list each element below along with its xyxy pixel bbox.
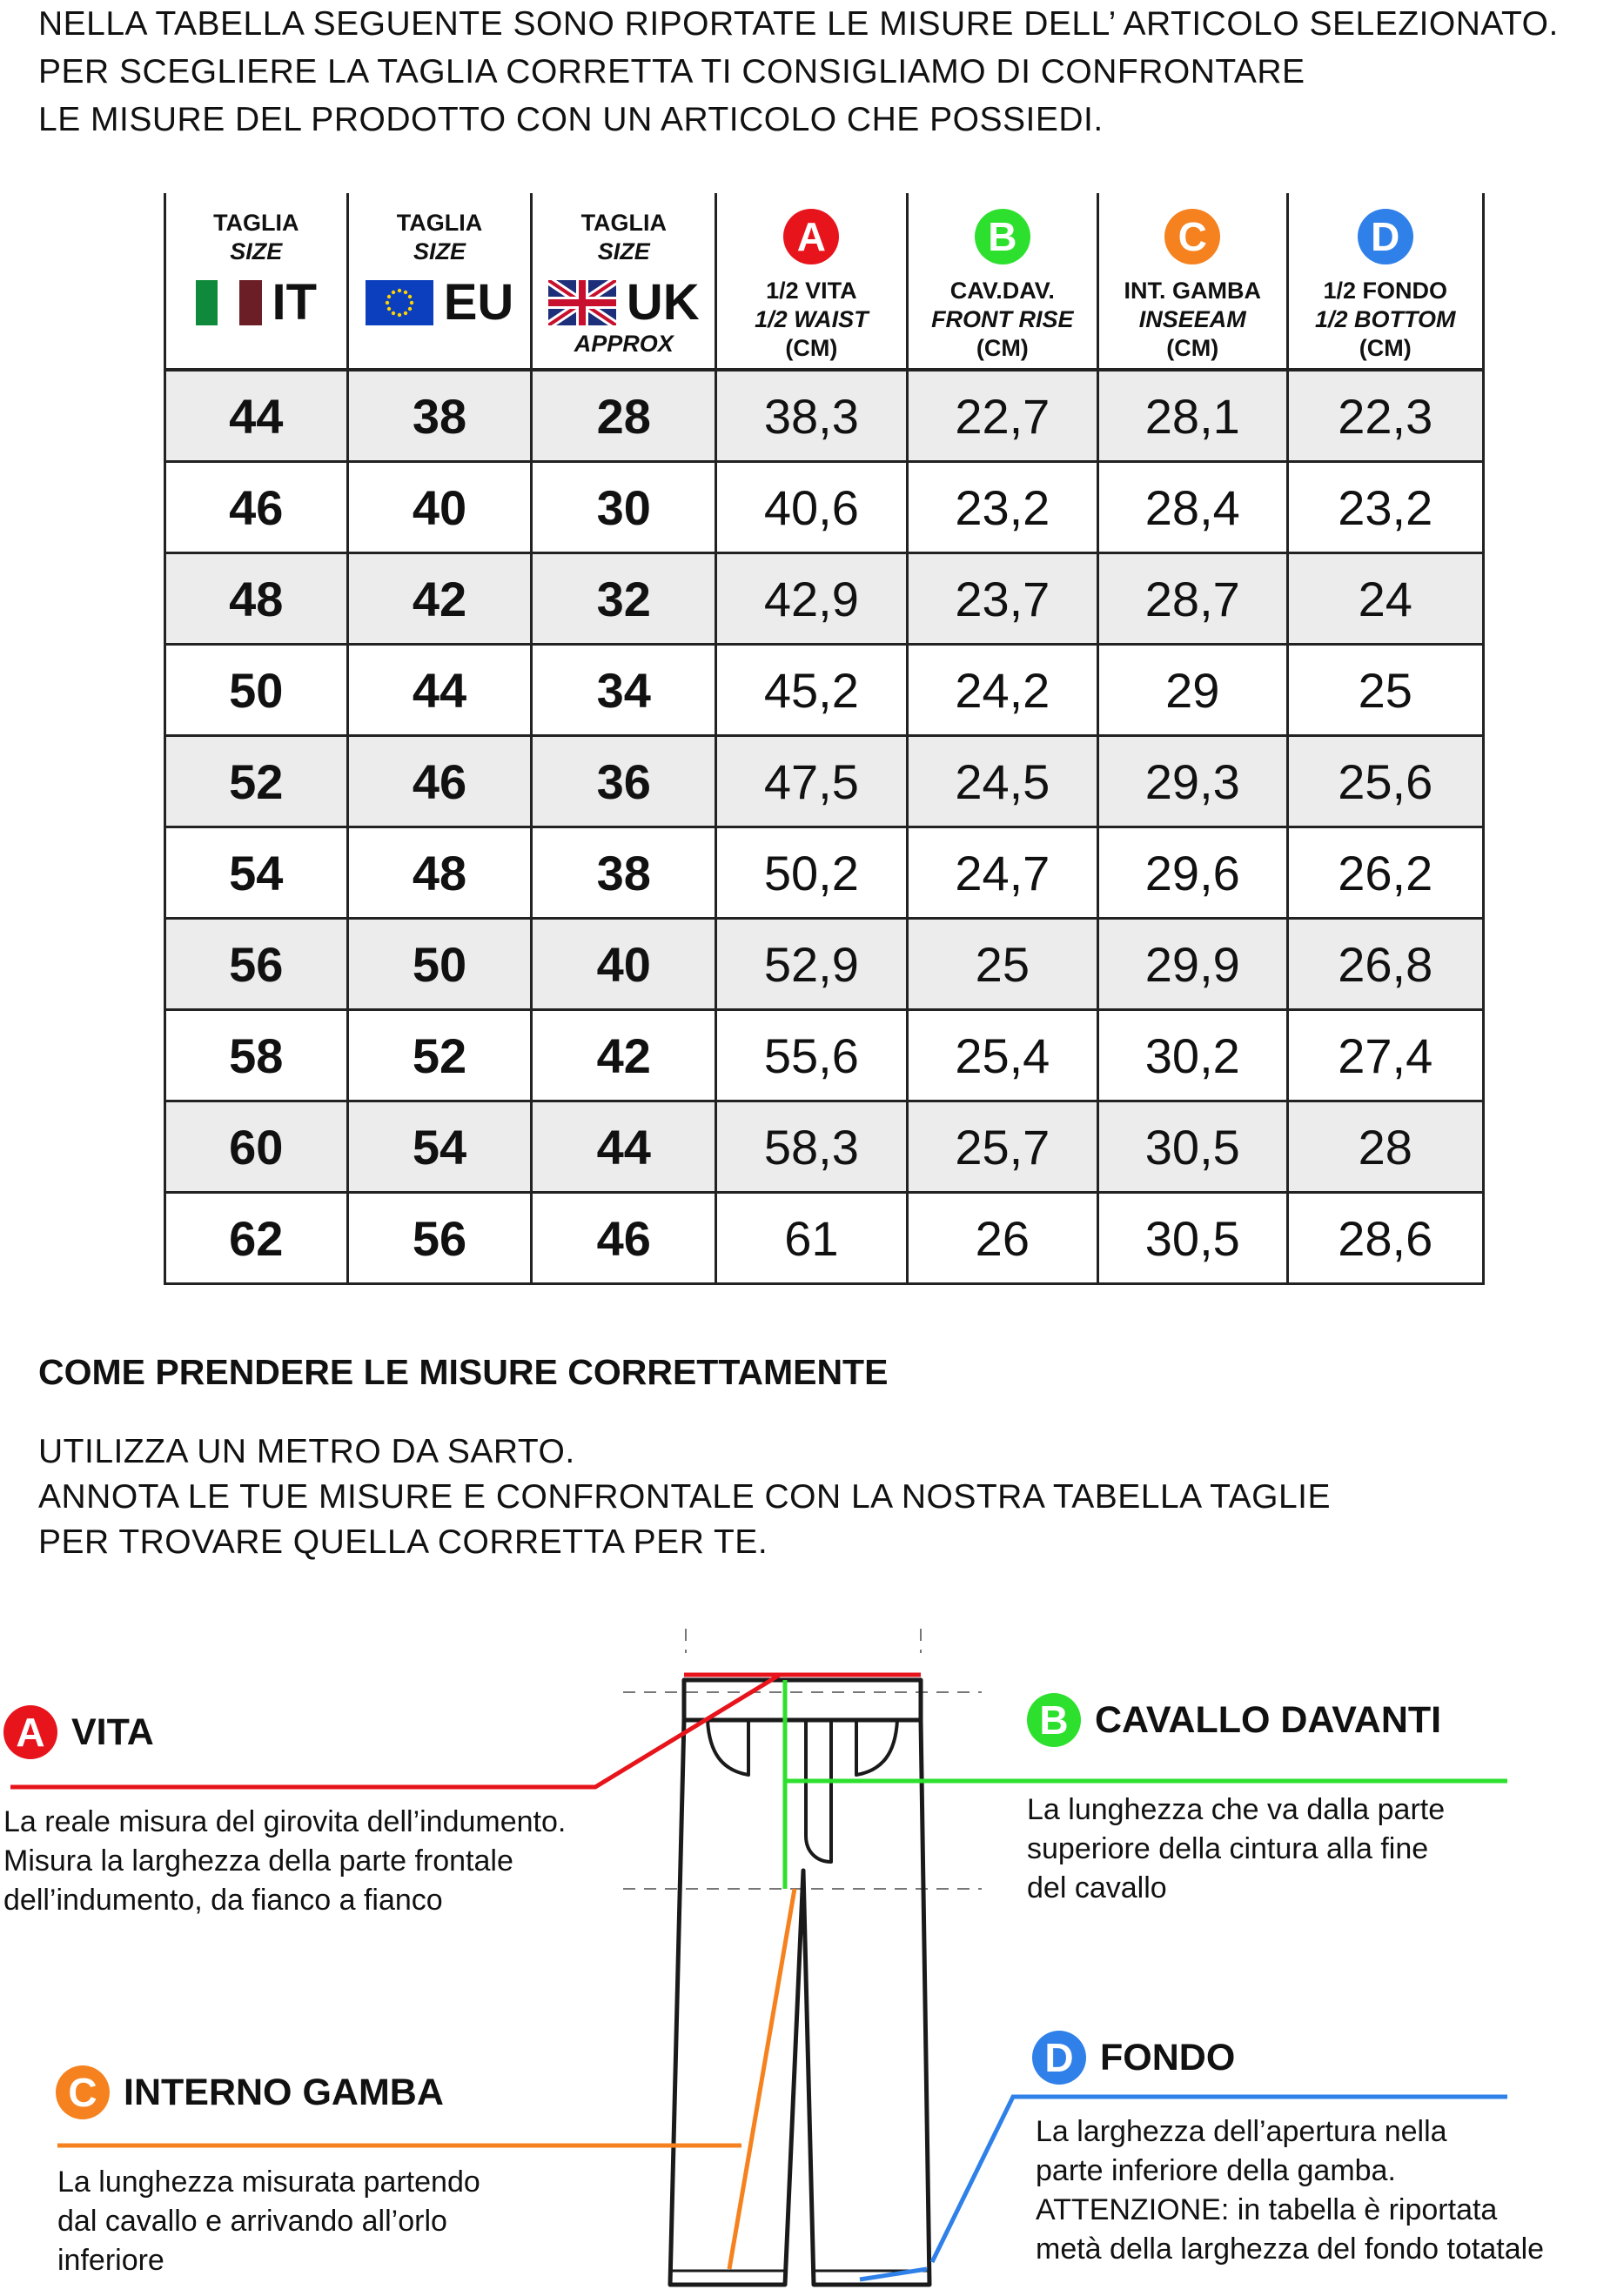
- header-line: SIZE: [597, 238, 650, 264]
- legend-line: parte inferiore della gamba.: [1036, 2154, 1396, 2187]
- table-cell: 22,7: [907, 370, 1097, 462]
- table-cell: 24,2: [907, 645, 1097, 736]
- legend-b-description: [1027, 1791, 1445, 1908]
- legend-c: [56, 2065, 444, 2119]
- table-cell: 52: [347, 1010, 532, 1101]
- table-row: [165, 1193, 1484, 1284]
- intro-text: [38, 0, 1587, 144]
- table-row: [165, 553, 1484, 645]
- table-cell: 52: [165, 736, 348, 827]
- table-cell: 52,9: [716, 919, 907, 1010]
- size-table: [164, 193, 1485, 1285]
- table-cell: 26,2: [1287, 827, 1483, 919]
- legend-line: inferiore: [57, 2244, 164, 2277]
- howto-text: [38, 1429, 1331, 1565]
- table-cell: 56: [165, 919, 348, 1010]
- table-cell: 23,2: [907, 462, 1097, 553]
- table-cell: 58,3: [716, 1101, 907, 1193]
- header-inseam: [1098, 193, 1287, 370]
- table-row: [165, 645, 1484, 736]
- eu-flag-icon: [366, 280, 433, 325]
- intro-line: LE MISURE DEL PRODOTTO CON UN ARTICOLO CHE POSSIEDI.: [38, 101, 1104, 138]
- table-cell: 62: [165, 1193, 348, 1284]
- pants-outline-icon: [670, 1680, 929, 2285]
- table-cell: 54: [347, 1101, 532, 1193]
- table-row: [165, 827, 1484, 919]
- legend-title: FONDO: [1100, 2036, 1236, 2078]
- table-cell: 61: [716, 1193, 907, 1284]
- legend-title: CAVALLO DAVANTI: [1095, 1698, 1442, 1741]
- size-code: UK: [626, 274, 700, 331]
- table-cell: 42,9: [716, 553, 907, 645]
- header-line: TAGLIA: [396, 210, 483, 236]
- table-cell: 24,5: [907, 736, 1097, 827]
- header-line: TAGLIA: [580, 210, 668, 236]
- table-cell: 28: [1287, 1101, 1483, 1193]
- legend-line: Misura la larghezza della parte frontale: [3, 1844, 513, 1878]
- header-line: TAGLIA: [213, 210, 299, 236]
- header-line: INT. GAMBA: [1124, 278, 1262, 304]
- legend-title: INTERNO GAMBA: [124, 2071, 444, 2113]
- table-cell: 58: [165, 1010, 348, 1101]
- legend-line: metà della larghezza del fondo totatale: [1036, 2232, 1545, 2266]
- table-cell: 30: [532, 462, 716, 553]
- table-row: [165, 1101, 1484, 1193]
- intro-line: NELLA TABELLA SEGUENTE SONO RIPORTATE LE MISURE DELL’ ARTICOLO SELEZIONATO.: [38, 5, 1559, 43]
- table-row: [165, 370, 1484, 462]
- table-cell: 24,7: [907, 827, 1097, 919]
- howto-line: PER TROVARE QUELLA CORRETTA PER TE.: [38, 1523, 768, 1561]
- howto-line: ANNOTA LE TUE MISURE E CONFRONTALE CON LA NOSTRA TABELLA TAGLIE: [38, 1478, 1331, 1516]
- table-cell: 44: [347, 645, 532, 736]
- header-line: 1/2 WAIST: [755, 306, 869, 332]
- table-cell: 42: [532, 1010, 716, 1101]
- legend-b: [1027, 1693, 1441, 1747]
- badge-c-icon: C: [1164, 209, 1220, 264]
- table-row: [165, 1010, 1484, 1101]
- header-line: 1/2 VITA: [766, 278, 857, 304]
- header-line: (CM): [976, 335, 1029, 361]
- table-cell: 44: [532, 1101, 716, 1193]
- table-cell: 26,8: [1287, 919, 1483, 1010]
- header-front-rise: [907, 193, 1097, 370]
- size-code: EU: [443, 274, 514, 331]
- table-cell: 40,6: [716, 462, 907, 553]
- header-line: FRONT RISE: [931, 306, 1074, 332]
- table-cell: 36: [532, 736, 716, 827]
- legend-line: superiore della cintura alla fine: [1027, 1832, 1429, 1865]
- badge-b-icon: B: [975, 209, 1030, 264]
- howto-line: UTILIZZA UN METRO DA SARTO.: [38, 1433, 575, 1470]
- header-line: 1/2 FONDO: [1323, 278, 1448, 304]
- table-cell: 30,2: [1098, 1010, 1287, 1101]
- table-cell: 29,9: [1098, 919, 1287, 1010]
- table-cell: 22,3: [1287, 370, 1483, 462]
- header-line: CAV.DAV.: [949, 278, 1055, 304]
- legend-line: del cavallo: [1027, 1871, 1167, 1904]
- table-cell: 42: [347, 553, 532, 645]
- badge-d-icon: D: [1032, 2031, 1086, 2085]
- table-cell: 40: [532, 919, 716, 1010]
- intro-line: PER SCEGLIERE LA TAGLIA CORRETTA TI CONSIGLIAMO DI CONFRONTARE: [38, 53, 1305, 90]
- header-line: 1/2 BOTTOM: [1315, 306, 1456, 332]
- table-cell: 54: [165, 827, 348, 919]
- table-cell: 23,2: [1287, 462, 1483, 553]
- legend-line: La lunghezza misurata partendo: [57, 2165, 480, 2199]
- badge-d-icon: D: [1358, 209, 1413, 264]
- table-cell: 34: [532, 645, 716, 736]
- table-cell: 28,4: [1098, 462, 1287, 553]
- table-cell: 25,4: [907, 1010, 1097, 1101]
- size-code: IT: [272, 274, 318, 331]
- table-cell: 25: [907, 919, 1097, 1010]
- header-size-it: [165, 193, 348, 370]
- legend-line: ATTENZIONE: in tabella è riportata: [1036, 2193, 1498, 2226]
- legend-line: dal cavallo e arrivando all’orlo: [57, 2205, 447, 2238]
- table-cell: 46: [532, 1193, 716, 1284]
- header-waist: [716, 193, 907, 370]
- badge-c-icon: C: [56, 2065, 110, 2119]
- table-cell: 27,4: [1287, 1010, 1483, 1101]
- table-cell: 32: [532, 553, 716, 645]
- badge-b-icon: B: [1027, 1693, 1081, 1747]
- table-row: [165, 919, 1484, 1010]
- header-bottom: [1287, 193, 1483, 370]
- table-cell: 28: [532, 370, 716, 462]
- table-cell: 48: [165, 553, 348, 645]
- table-cell: 25: [1287, 645, 1483, 736]
- header-line: SIZE: [413, 238, 466, 264]
- header-size-eu: [347, 193, 532, 370]
- uk-flag-icon: [548, 280, 616, 325]
- table-cell: 30,5: [1098, 1193, 1287, 1284]
- table-header-row: [165, 193, 1484, 370]
- legend-d-description: [1036, 2112, 1544, 2269]
- table-cell: 29,6: [1098, 827, 1287, 919]
- badge-a-icon: A: [3, 1705, 57, 1759]
- table-row: [165, 462, 1484, 553]
- table-cell: 46: [165, 462, 348, 553]
- approx-note: APPROX: [574, 331, 674, 357]
- table-cell: 48: [347, 827, 532, 919]
- table-cell: 23,7: [907, 553, 1097, 645]
- table-cell: 47,5: [716, 736, 907, 827]
- table-cell: 60: [165, 1101, 348, 1193]
- header-line: (CM): [1166, 335, 1219, 361]
- legend-a-description: [3, 1803, 566, 1920]
- table-cell: 50: [165, 645, 348, 736]
- table-cell: 40: [347, 462, 532, 553]
- table-cell: 26: [907, 1193, 1097, 1284]
- table-cell: 29: [1098, 645, 1287, 736]
- italy-flag-icon: [196, 280, 262, 325]
- header-line: (CM): [785, 335, 838, 361]
- table-cell: 28,7: [1098, 553, 1287, 645]
- table-row: [165, 736, 1484, 827]
- table-cell: 24: [1287, 553, 1483, 645]
- table-cell: 38,3: [716, 370, 907, 462]
- legend-line: La reale misura del girovita dell’indumento.: [3, 1805, 567, 1838]
- table-cell: 50: [347, 919, 532, 1010]
- header-line: INSEEAM: [1138, 306, 1246, 332]
- table-cell: 55,6: [716, 1010, 907, 1101]
- table-cell: 46: [347, 736, 532, 827]
- legend-d: [1032, 2031, 1235, 2085]
- table-cell: 44: [165, 370, 348, 462]
- legend-line: La larghezza dell’apertura nella: [1036, 2115, 1447, 2148]
- table-cell: 28,1: [1098, 370, 1287, 462]
- table-cell: 50,2: [716, 827, 907, 919]
- header-line: (CM): [1359, 335, 1412, 361]
- table-cell: 25,7: [907, 1101, 1097, 1193]
- table-cell: 28,6: [1287, 1193, 1483, 1284]
- table-cell: 29,3: [1098, 736, 1287, 827]
- howto-title: COME PRENDERE LE MISURE CORRETTAMENTE: [38, 1352, 889, 1392]
- legend-line: La lunghezza che va dalla parte: [1027, 1793, 1446, 1826]
- legend-line: dell’indumento, da fianco a fianco: [3, 1884, 443, 1917]
- legend-title: VITA: [71, 1710, 154, 1753]
- badge-a-icon: A: [783, 209, 839, 264]
- table-cell: 38: [347, 370, 532, 462]
- table-cell: 30,5: [1098, 1101, 1287, 1193]
- table-cell: 25,6: [1287, 736, 1483, 827]
- guide-lines: [623, 1629, 982, 1889]
- table-cell: 56: [347, 1193, 532, 1284]
- table-cell: 45,2: [716, 645, 907, 736]
- header-line: SIZE: [230, 238, 283, 264]
- legend-a: [3, 1705, 154, 1759]
- header-size-uk: [532, 193, 716, 370]
- legend-c-description: [57, 2163, 480, 2280]
- table-cell: 38: [532, 827, 716, 919]
